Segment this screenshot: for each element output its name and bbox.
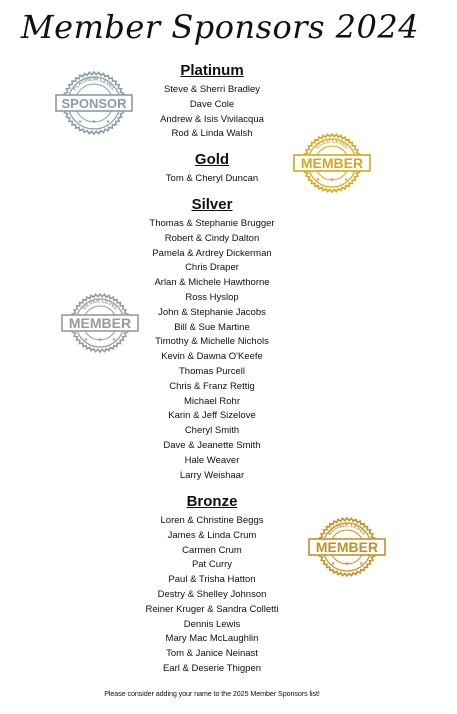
sponsor-name: Larry Weishaar [179, 469, 245, 481]
sponsor-name: Cheryl Smith [184, 425, 240, 437]
platinum-heading: Platinum [180, 62, 244, 79]
sponsor-name: Rod & Linda Walsh [171, 128, 253, 140]
svg-text:★: ★ [111, 337, 117, 343]
svg-text:★: ★ [343, 177, 349, 183]
svg-text:★: ★ [105, 119, 111, 125]
footer-note: Please consider adding your name to the 2025 Member Sponsors list! [104, 689, 320, 698]
sponsor-name: Kevin & Dawna O'Keefe [161, 351, 263, 363]
silver-member-seal-icon [61, 292, 139, 354]
sponsor-name: Karin & Jeff Sizelove [168, 410, 256, 422]
svg-text:MEMBER: MEMBER [300, 155, 364, 171]
sponsor-name: Pamela & Ardrey Dickerman [152, 247, 272, 259]
sponsor-name: Tom & Cheryl Duncan [165, 173, 259, 184]
svg-text:★: ★ [329, 177, 335, 183]
sponsor-name: Dave Cole [189, 98, 235, 110]
svg-text:GOLD LEVEL: GOLD LEVEL [314, 138, 350, 151]
sponsor-name: Steve & Sherri Bradley [163, 84, 261, 95]
platinum-sponsor-seal-icon [55, 70, 133, 136]
svg-text:BRONZE LEVEL: BRONZE LEVEL [326, 522, 368, 537]
sponsor-name: Thomas & Stephanie Brugger [149, 218, 275, 229]
sponsor-name: Mary Mac McLaughlin [165, 633, 259, 645]
page-title: Member Sponsors 2024 [20, 8, 420, 46]
svg-text:★: ★ [315, 177, 321, 183]
sponsor-name: Dennis Lewis [183, 618, 241, 630]
sponsor-name: Loren & Christine Beggs [160, 515, 264, 526]
svg-text:★: ★ [358, 561, 364, 567]
sponsor-name: Dave & Jeanette Smith [163, 439, 261, 451]
gold-heading: Gold [194, 151, 230, 168]
sponsor-name: John & Stephanie Jacobs [158, 306, 266, 318]
svg-text:SPONSOR: SPONSOR [61, 96, 127, 111]
sponsor-name: Reiner Kruger & Sandra Colletti [145, 603, 279, 615]
sponsor-name: Tom & Janice Neinast [166, 648, 258, 660]
bronze-heading: Bronze [186, 493, 238, 510]
svg-text:★: ★ [91, 119, 97, 125]
sponsor-name: Hale Weaver [184, 454, 240, 466]
sponsor-name: Pat Curry [191, 559, 233, 571]
sponsor-name: Chris & Franz Rettig [169, 380, 255, 392]
sponsor-name: Andrew & Isis Vivilacqua [160, 113, 264, 125]
sponsor-name: James & Linda Crum [167, 529, 257, 541]
sponsor-name: Robert & Cindy Dalton [164, 232, 260, 244]
svg-text:★: ★ [344, 561, 350, 567]
silver-heading: Silver [191, 196, 233, 213]
gold-member-seal-icon [293, 132, 371, 194]
svg-text:★: ★ [83, 337, 89, 343]
sponsor-name: Bill & Sue Martine [174, 321, 250, 333]
sponsor-name: Arlan & Michele Hawthorne [154, 277, 270, 289]
sponsor-name: Timothy & Michelle Nichols [155, 336, 269, 348]
bronze-member-seal-icon [308, 516, 386, 578]
svg-text:MEMBER: MEMBER [68, 315, 132, 331]
sponsor-name: Michael Rohr [184, 395, 240, 407]
svg-text:MEMBER: MEMBER [315, 539, 379, 555]
sponsor-name: Ross Hyslop [185, 291, 239, 303]
svg-text:PLATINUM LEVEL: PLATINUM LEVEL [71, 76, 117, 93]
sponsor-name: Paul & Trisha Hatton [168, 574, 256, 586]
svg-text:★: ★ [97, 337, 103, 343]
sponsor-name: Earl & Deserie Thigpen [162, 662, 262, 674]
svg-text:★: ★ [77, 119, 83, 125]
svg-text:★: ★ [330, 561, 336, 567]
sponsor-name: Carmen Crum [182, 544, 242, 556]
sponsor-name: Chris Draper [185, 262, 239, 274]
svg-text:SILVER LEVEL: SILVER LEVEL [80, 298, 120, 312]
sponsor-name: Destry & Shelley Johnson [157, 588, 267, 600]
sponsor-name: Thomas Purcell [179, 365, 245, 377]
